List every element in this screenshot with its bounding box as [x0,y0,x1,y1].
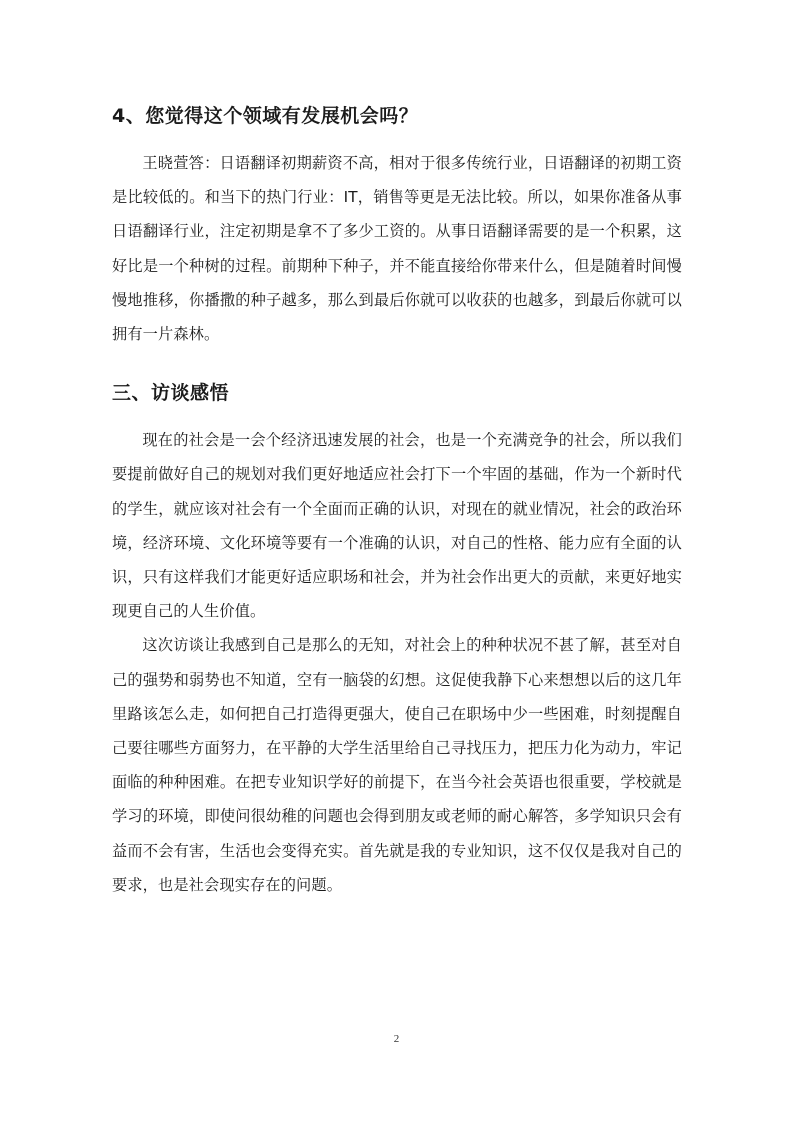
page-number: 2 [393,1033,400,1045]
page-content [112,100,682,902]
section-3-paragraph-1: 现在的社会是一会个经济迅速发展的社会，也是一个充满竞争的社会，所以我们要提前做好自己的规划对我们更好地适应社会打下一个牢固的基础，作为一个新时代的学生，就应该对社会有一个全面而正确的认识，对现在的就业情况，社会的政治环境，经济环境、文化环境等要有一个准确的认识，对自己的性格、能力应有全面的认识，只有这样我们才能更好适应职场和社会，并为社会作出更大的贡献，来更好地实现更自己的人生价值。 [112,431,682,621]
question-4-answer: 王晓萱答：日语翻译初期薪资不高，相对于很多传统行业，日语翻译的初期工资是比较低的。和当下的热门行业：IT，销售等更是无法比较。所以，如果你准备从事日语翻译行业，注定初期是拿不了多少工资的。从事日语翻译需要的是一个积累，这好比是一个种树的过程。前期种下种子，并不能直接给你带来什么，但是随着时间慢慢地推移，你播撒的种子越多，那么到最后你就可以收获的也越多，到最后你就可以拥有一片森林。 [112,154,682,344]
section-3-paragraph-2: 这次访谈让我感到自己是那么的无知，对社会上的种种状况不甚了解，甚至对自己的强势和弱势也不知道，空有一脑袋的幻想。这促使我静下心来想想以后的这几年里路该怎么走，如何把自己打造得更强大，使自己在职场中少一些困难，时刻提醒自己要往哪些方面努力，在平静的大学生活里给自己寻找压力，把压力化为动力，牢记面临的种种困难。在把专业知识学好的前提下，在当今社会英语也很重要，学校就是学习的环境，即使问很幼稚的问题也会得到朋友或老师的耐心解答，多学知识只会有益而不会有害，生活也会变得充实。首先就是我的专业知识，这不仅仅是我对自己的要求，也是社会现实存在的问题。 [112,636,682,894]
question-4-heading: 4、您觉得这个领域有发展机会吗？ [112,105,419,127]
section-3-heading: 三、访谈感悟 [112,382,230,405]
